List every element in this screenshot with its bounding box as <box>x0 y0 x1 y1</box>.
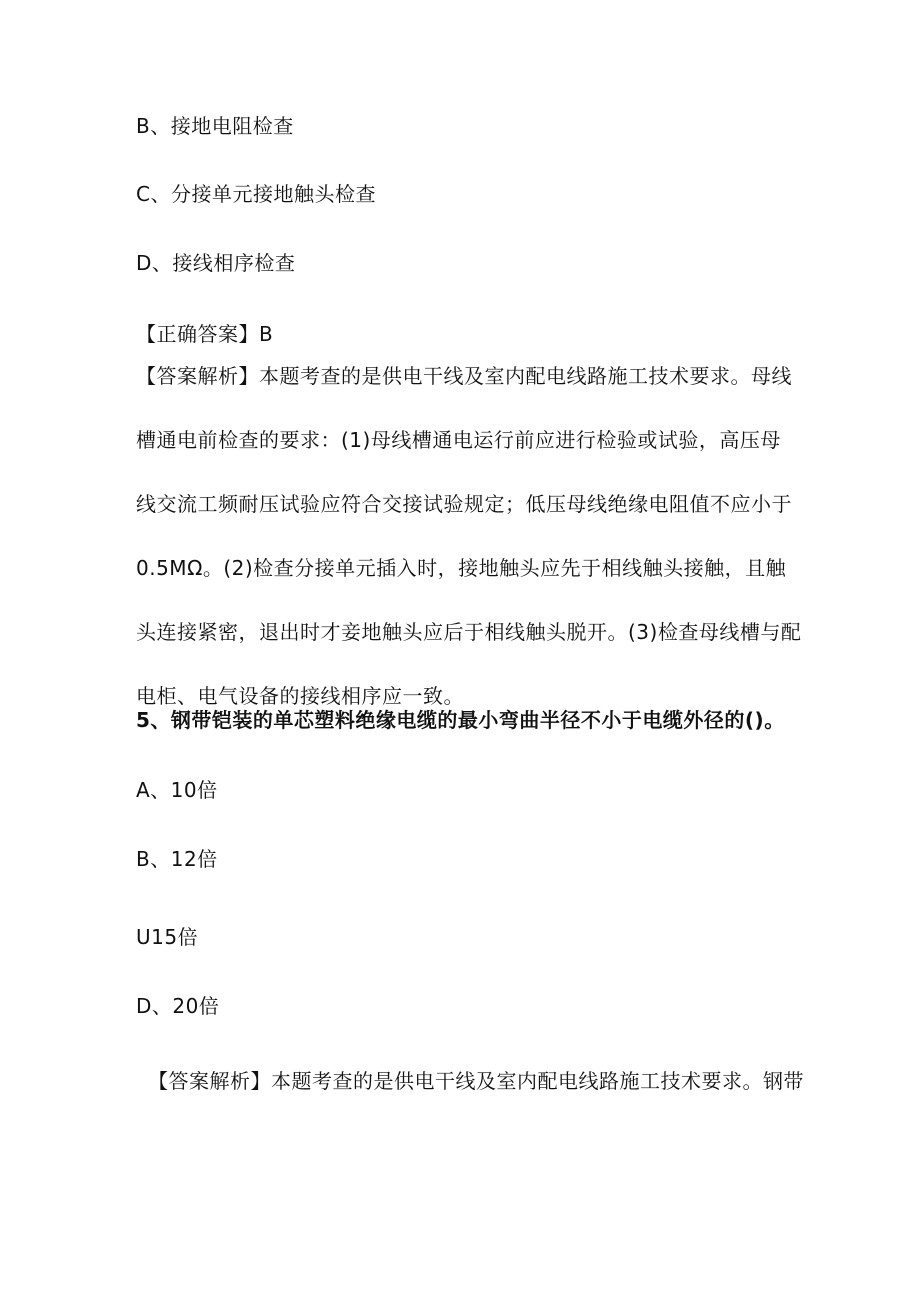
q5-question: 5、钢带铠装的单芯塑料绝缘电缆的最小弯曲半径不小于电缆外径的()。 <box>136 708 785 732</box>
q5-option-d: D、20倍 <box>136 994 220 1018</box>
q5-explanation: 【答案解析】本题考查的是供电干线及室内配电线路施工技术要求。钢带 <box>148 1069 804 1093</box>
q4-explanation-line: 【答案解析】本题考查的是供电干线及室内配电线路施工技术要求。母线 <box>136 364 792 388</box>
q4-correct-answer: 【正确答案】B <box>136 322 274 346</box>
q4-explanation-line: 线交流工频耐压试验应符合交接试验规定；低压母线绝缘电阻值不应小于 <box>136 492 792 516</box>
q4-explanation-line: 头连接紧密，退出时才妾地触头应后于相线触头脱开。(3)检查母线槽与配 <box>136 620 802 644</box>
q4-option-c: C、分接单元接地触头检查 <box>136 182 376 206</box>
q4-explanation-line: 0.5MΩ。(2)检查分接单元插入时，接地触头应先于相线触头接触，且触 <box>136 556 787 580</box>
q4-explanation-line: 电柜、电气设备的接线相序应一致。 <box>136 684 464 708</box>
q4-explanation-line: 槽通电前检查的要求：(1)母线槽通电运行前应进行检验或试验，高压母 <box>136 428 781 452</box>
q4-option-d: D、接线相序检查 <box>136 251 296 275</box>
q5-option-a: A、10倍 <box>136 778 218 802</box>
q5-option-c: U15倍 <box>136 925 199 949</box>
q5-option-b: B、12倍 <box>136 847 218 871</box>
q4-option-b: B、接地电阻检查 <box>136 114 294 138</box>
q4-explanation <box>136 362 802 746</box>
